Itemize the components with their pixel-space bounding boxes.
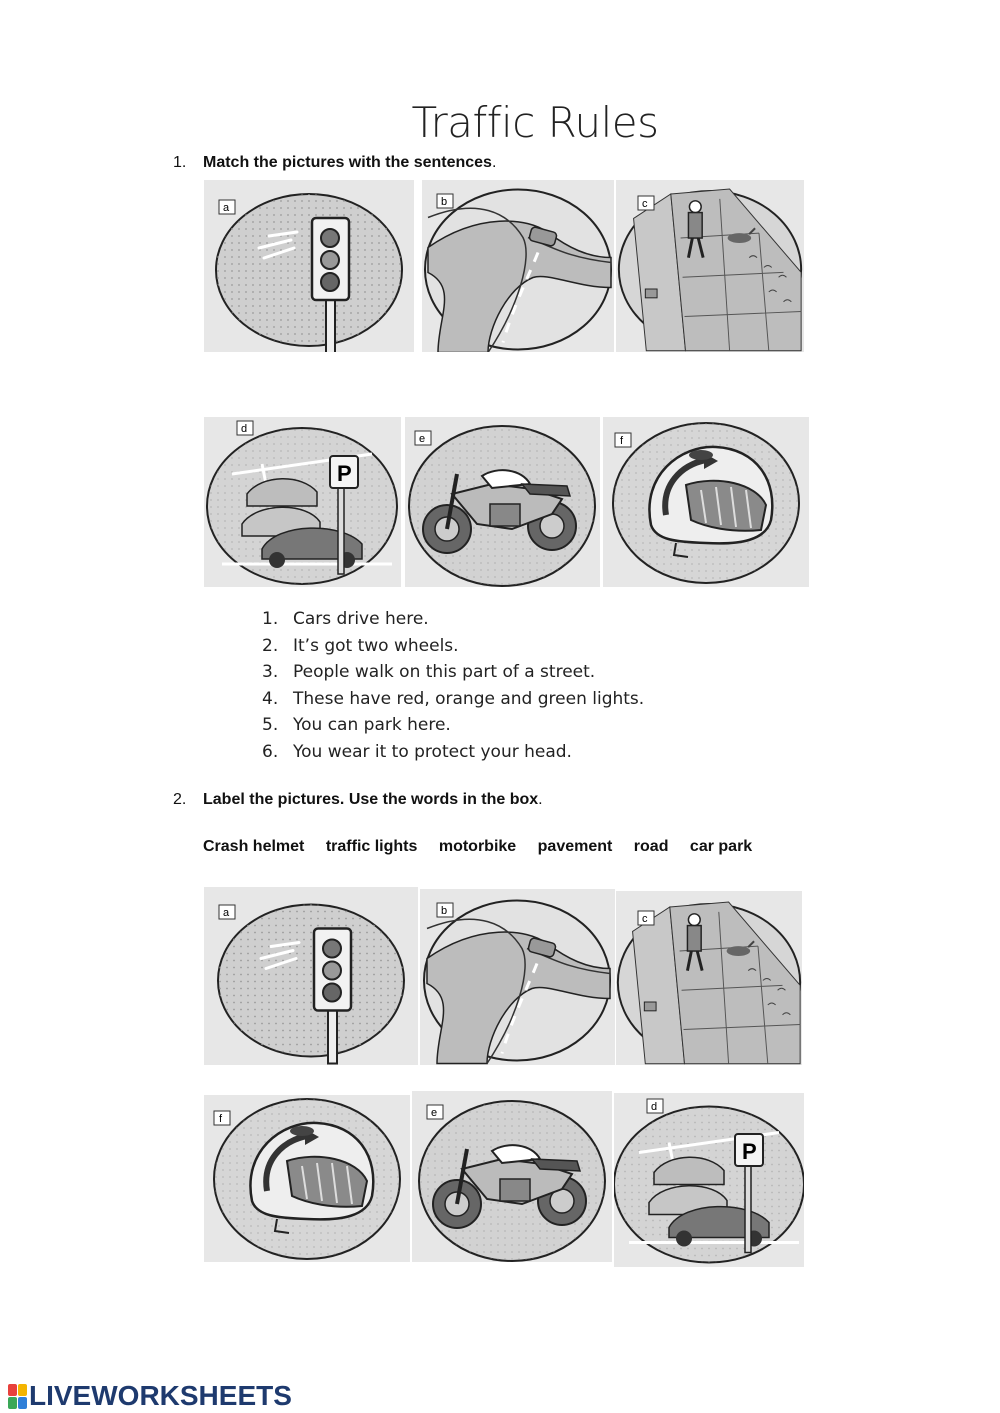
question-1-instruction: Match the pictures with the sentences	[203, 154, 492, 171]
label-picture-b-letter: b	[441, 905, 448, 917]
question-2	[173, 791, 543, 809]
question-2-period: .	[538, 791, 543, 808]
question-1	[173, 154, 496, 172]
picture-b-letter: b	[441, 196, 448, 208]
question-2-number: 2.	[173, 791, 187, 808]
sentence-item: 4. These have red, orange and green lights.	[262, 688, 645, 709]
sentence-list	[262, 606, 644, 766]
question-2-instruction: Label the pictures. Use the words in the box	[203, 791, 539, 808]
sentence-item: 2. It’s got two wheels.	[262, 635, 459, 656]
picture-f-crash-helmet	[603, 417, 809, 587]
sentence-item: 6. You wear it to protect your head.	[262, 741, 572, 762]
label-picture-d-letter: d	[651, 1101, 658, 1113]
word-car-park: car park	[689, 838, 753, 855]
picture-a-traffic-lights	[204, 180, 414, 352]
word-road: road	[633, 838, 669, 855]
picture-d-letter: d	[241, 423, 248, 435]
label-picture-e-letter: e	[431, 1107, 438, 1119]
picture-c-pavement	[616, 180, 804, 352]
word-motorbike: motorbike	[438, 838, 517, 855]
parking-sign-letter: P	[337, 461, 352, 486]
label-picture-a-letter: a	[223, 907, 230, 919]
logo-text: LIVEWORKSHEETS	[29, 1380, 292, 1411]
label-parking-sign-letter: P	[742, 1139, 757, 1164]
question-1-period: .	[491, 154, 497, 171]
label-picture-c-letter: c	[642, 913, 648, 925]
picture-e-letter: e	[419, 433, 426, 445]
liveworksheets-logo[interactable]	[8, 1380, 292, 1412]
label-picture-b	[420, 889, 615, 1065]
label-picture-f-letter: f	[219, 1113, 223, 1125]
label-picture-a	[204, 887, 418, 1065]
label-picture-d	[614, 1093, 804, 1267]
picture-e-motorbike	[405, 417, 600, 587]
page-title: Traffic Rules	[411, 98, 659, 147]
question-1-number: 1.	[173, 154, 187, 171]
picture-d-car-park	[204, 417, 401, 587]
label-picture-f	[204, 1095, 410, 1262]
label-picture-c	[616, 891, 802, 1065]
word-traffic-lights: traffic lights	[325, 838, 418, 855]
word-crash-helmet: Crash helmet	[203, 838, 305, 855]
picture-f-letter: f	[620, 435, 624, 447]
picture-c-letter: c	[642, 198, 648, 210]
logo-mark-icon	[8, 1384, 27, 1409]
label-picture-e	[412, 1091, 612, 1262]
picture-b-road	[422, 180, 614, 352]
word-pavement: pavement	[537, 838, 613, 855]
sentence-item: 5. You can park here.	[262, 715, 451, 736]
word-box	[203, 838, 769, 856]
sentence-item: 1. Cars drive here.	[262, 609, 429, 629]
picture-a-letter: a	[223, 202, 230, 214]
sentence-item: 3. People walk on this part of a street.	[262, 662, 596, 683]
